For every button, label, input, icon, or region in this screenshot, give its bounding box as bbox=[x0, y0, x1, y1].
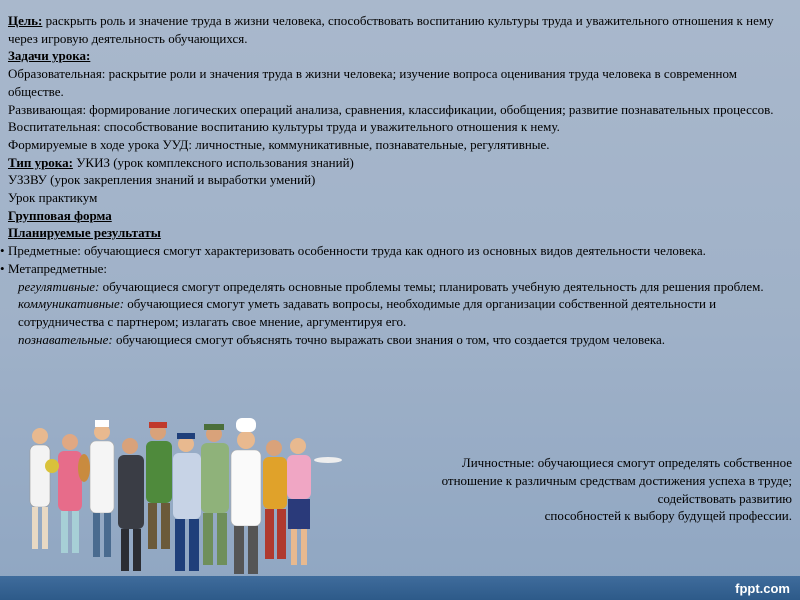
lesson-type-label: Тип урока: bbox=[8, 154, 73, 170]
lesson-type-text: УКИЗ (урок комплексного использования знаний) bbox=[72, 154, 354, 170]
lesson-type-paragraph bbox=[8, 154, 794, 172]
person-police bbox=[173, 433, 201, 571]
results-heading: Планируемые результаты bbox=[8, 225, 161, 241]
communicative-text: обучающиеся смогут уметь задавать вопросы, необходимые для организации собственной деятельности и сотрудничества с партнером; излагать свое мнение, аргументируя его. bbox=[18, 296, 717, 329]
person-florist bbox=[45, 434, 82, 553]
personal-results bbox=[352, 454, 792, 525]
person-fisherman bbox=[118, 438, 144, 571]
personal-line-3: содействовать развитию bbox=[657, 490, 792, 506]
person-nurse bbox=[30, 428, 50, 549]
communicative-label: коммуникативные: bbox=[18, 296, 125, 312]
goal-text: раскрыть роль и значение труда в жизни человека, способствовать воспитанию культуры труда и уважительного отношения к нему через игровую деятельность обучающихся. bbox=[8, 13, 774, 46]
lesson-type-line-2: Урок практикум bbox=[8, 190, 98, 206]
lesson-type-line-1: УЗЗВУ (урок закрепления знаний и выработки умений) bbox=[8, 172, 316, 188]
person-cook bbox=[263, 440, 287, 559]
task-skills: Формируемые в ходе урока УУД: личностные, коммуникативные, познавательные, регулятивные. bbox=[8, 136, 550, 152]
cognitive-results bbox=[8, 331, 794, 349]
meta-results: • Метапредметные: bbox=[0, 260, 108, 276]
subject-results: • Предметные: обучающиеся смогут характеризовать особенности труда как одного из основных видов деятельности человека. bbox=[0, 243, 706, 259]
footer-bar bbox=[0, 576, 800, 600]
person-soldier bbox=[201, 424, 229, 565]
task-developing: Развивающая: формирование логических операций анализа, сравнения, классификации, обобщения; развитие познавательных процессов. bbox=[8, 101, 774, 117]
person-baker bbox=[78, 420, 114, 557]
meta-results-label: Метапредметные: bbox=[8, 260, 108, 276]
task-upbringing: Воспитательная: способствование воспитанию культуры труда и уважительного отношения к нему. bbox=[8, 119, 560, 135]
group-form-heading: Групповая форма bbox=[8, 207, 112, 223]
person-chef bbox=[231, 418, 261, 574]
professions-illustration bbox=[18, 418, 348, 588]
personal-line-2: отношение к различным средствам достижения успеха в труде; bbox=[441, 472, 792, 488]
personal-line-4: способностей к выбору будущей профессии. bbox=[544, 508, 792, 524]
cognitive-label: познавательные: bbox=[18, 331, 113, 347]
communicative-results bbox=[8, 295, 794, 330]
regulative-results bbox=[8, 278, 794, 296]
goal-paragraph bbox=[8, 12, 794, 47]
regulative-label: регулятивные: bbox=[18, 278, 100, 294]
personal-line-1: Личностные: обучающиеся смогут определять собственное bbox=[461, 455, 792, 470]
regulative-text: обучающиеся смогут определять основные проблемы темы; планировать учебную деятельность для решения проблем. bbox=[99, 278, 764, 294]
task-educational: Образовательная: раскрытие роли и значения труда в жизни человека; изучение вопроса оценивания труда человека в современном обществе. bbox=[8, 66, 737, 99]
person-waitress bbox=[287, 438, 342, 565]
cognitive-text: обучающиеся смогут объяснять точно выражать свои знания о том, что создается трудом человека. bbox=[112, 331, 665, 347]
brand-logo: fppt.com bbox=[735, 581, 790, 596]
lesson-text bbox=[0, 12, 794, 348]
goal-label: Цель: bbox=[8, 13, 43, 28]
tasks-heading: Задачи урока: bbox=[8, 48, 91, 64]
person-worker bbox=[146, 422, 172, 549]
subject-results-text: Предметные: обучающиеся смогут характеризовать особенности труда как одного из основных видов деятельности человека. bbox=[8, 243, 706, 259]
